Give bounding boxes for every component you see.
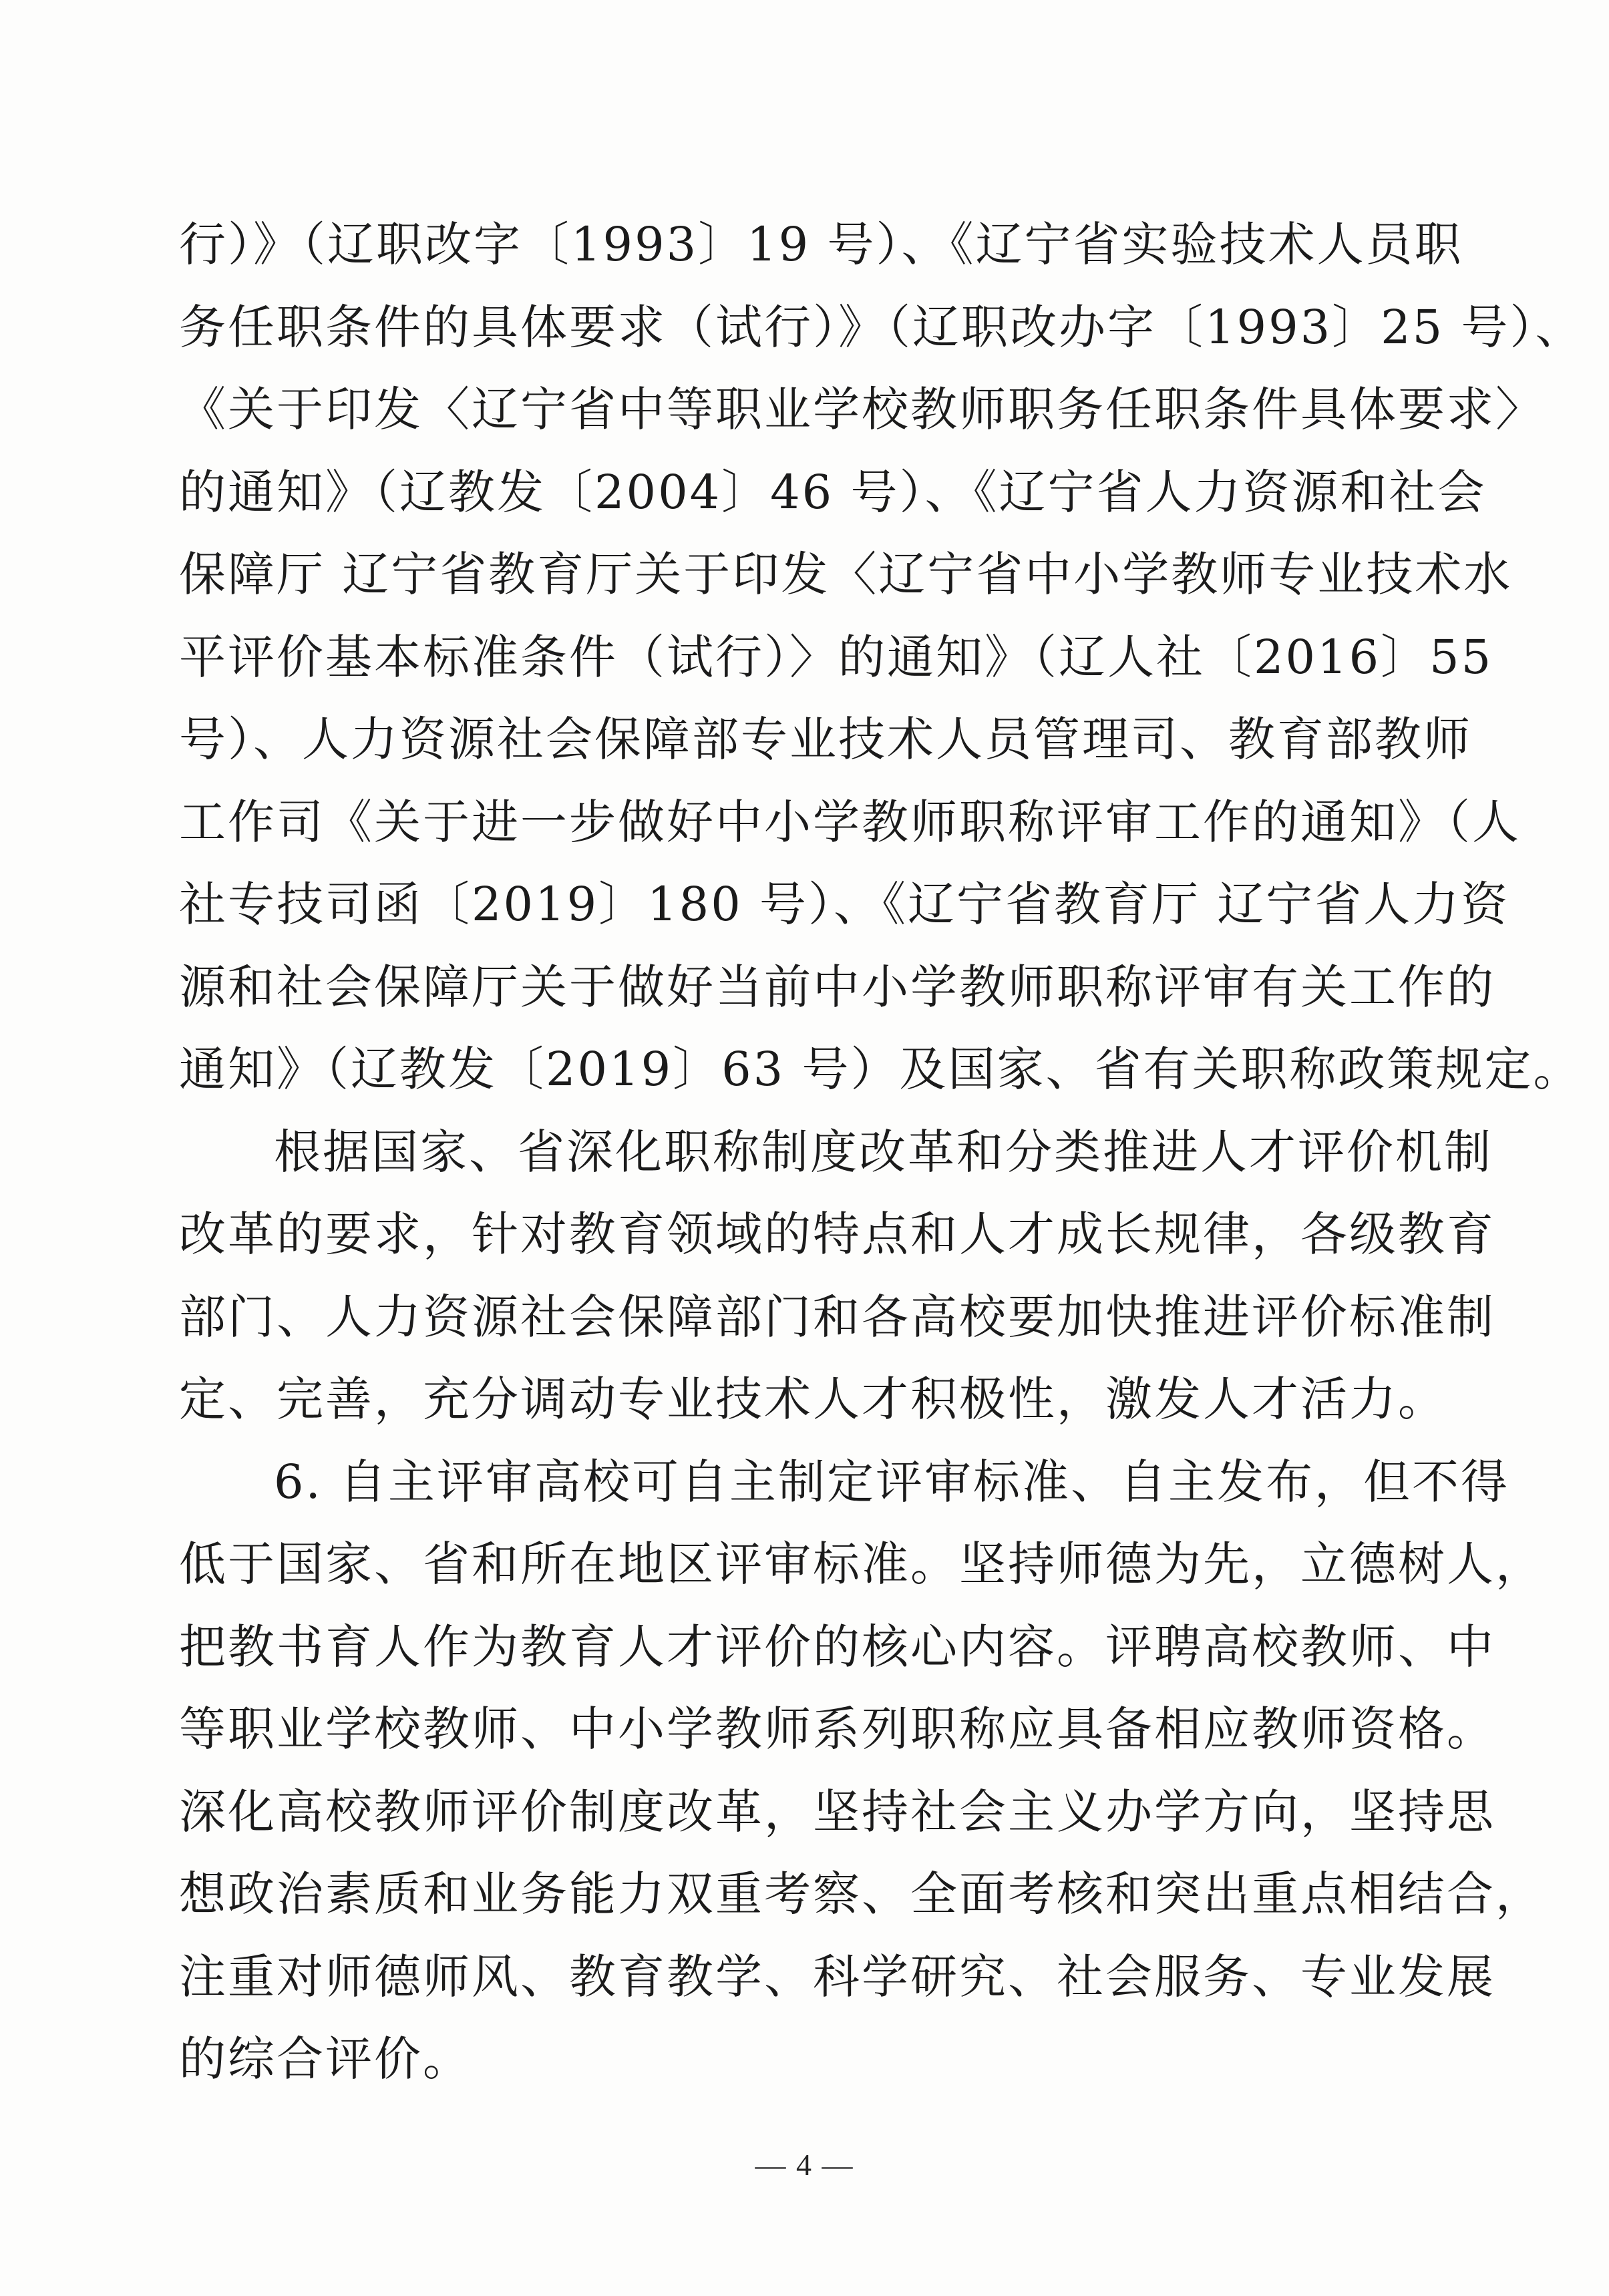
- paragraph-line: 根据国家、省深化职称制度改革和分类推进人才评价机制: [274, 1124, 1493, 1179]
- text-line: 保障厅 辽宁省教育厅关于印发〈辽宁省中小学教师专业技术水: [179, 547, 1513, 602]
- text-line: 社专技司函〔2019〕180 号）、《辽宁省教育厅 辽宁省人力资: [179, 877, 1510, 932]
- paragraph-line: 注重对师德师风、教育教学、科学研究、社会服务、专业发展: [179, 1949, 1495, 2004]
- text-line: 工作司《关于进一步做好中小学教师职称评审工作的通知》（人: [179, 794, 1521, 849]
- paragraph-line: 部门、人力资源社会保障部门和各高校要加快推进评价标准制: [179, 1289, 1495, 1344]
- text-line: 《关于印发〈辽宁省中等职业学校教师职务任职条件具体要求〉: [179, 382, 1544, 437]
- text-line: 务任职条件的具体要求（试行）》（辽职改办字〔1993〕25 号）、: [179, 299, 1584, 355]
- paragraph-line: 等职业学校教师、中小学教师系列职称应具备相应教师资格。: [179, 1702, 1495, 1756]
- paragraph-line: 低于国家、省和所在地区评审标准。坚持师德为先，立德树人，: [179, 1537, 1544, 1591]
- document-body: [179, 204, 1584, 2101]
- text-line: 通知》（辽教发〔2019〕63 号）及国家、省有关职称政策规定。: [179, 1042, 1582, 1097]
- paragraph-line: 改革的要求，针对教育领域的特点和人才成长规律，各级教育: [179, 1207, 1495, 1262]
- paragraph-line: 6. 自主评审高校可自主制定评审标准、自主发布，但不得: [274, 1454, 1510, 1509]
- text-line: 源和社会保障厅关于做好当前中小学教师职称评审有关工作的: [179, 959, 1495, 1014]
- paragraph-line: 的综合评价。: [179, 2032, 472, 2086]
- paragraph-line: 深化高校教师评价制度改革，坚持社会主义办学方向，坚持思: [179, 1784, 1495, 1839]
- text-line: 平评价基本标准条件（试行）〉的通知》（辽人社〔2016〕55: [179, 629, 1493, 685]
- page-number: — 4 —: [755, 2148, 854, 2182]
- paragraph-line: 把教书育人作为教育人才评价的核心内容。评聘高校教师、中: [179, 1619, 1495, 1674]
- paragraph-line: 定、完善，充分调动专业技术人才积极性，激发人才活力。: [179, 1372, 1447, 1426]
- paragraph-line: 想政治素质和业务能力双重考察、全面考核和突出重点相结合，: [179, 1867, 1544, 1921]
- text-line: 的通知》（辽教发〔2004〕46 号）、《辽宁省人力资源和社会: [179, 464, 1487, 520]
- text-line: 号）、人力资源社会保障部专业技术人员管理司、教育部教师: [179, 712, 1472, 767]
- text-line: 行）》（辽职改字〔1993〕19 号）、《辽宁省实验技术人员职: [179, 217, 1463, 272]
